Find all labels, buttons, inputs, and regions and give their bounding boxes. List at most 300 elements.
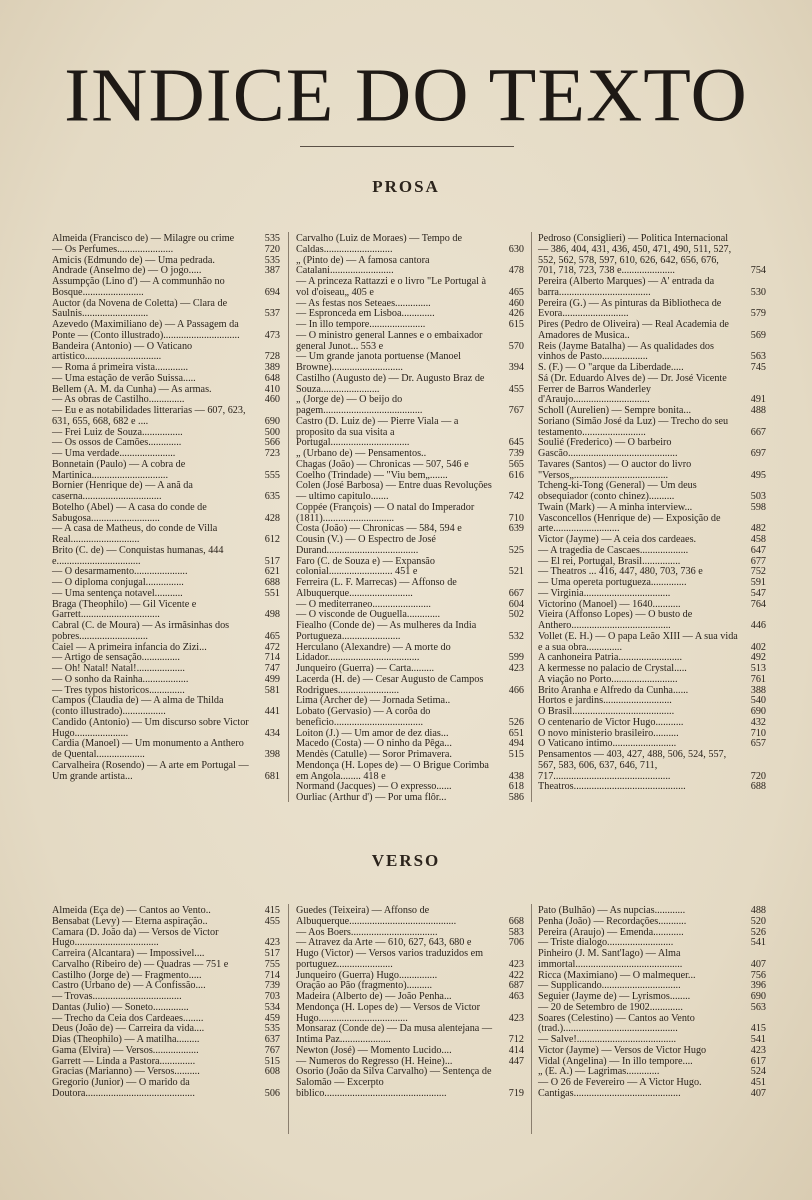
index-entry (52, 460, 280, 482)
entry-text: Hortos e jardins........................... (538, 695, 672, 707)
entry-text: Sá (Dr. Eduardo Alves de) — Dr. José Vicente Ferrer de Barros Wanderley d'Araujo.............................. (538, 372, 727, 406)
entry-page-number: 687 (508, 980, 524, 992)
entry-text: Cardia (Manoel) — Um monumento a Anthero de Quental................... (52, 738, 244, 760)
index-entry (296, 1046, 524, 1057)
entry-page-number: 422 (508, 969, 524, 981)
index-entry (296, 374, 524, 396)
entry-page-number: 723 (264, 448, 280, 459)
entry-text: Cousin (V.) — O Espectro de José Durand.................................... (296, 534, 436, 556)
entry-text: A kermesse no palacio de Crystal..... (538, 663, 687, 674)
entry-text: Scholl (Aurelien) — Sempre bonita... (538, 405, 692, 416)
index-entry (52, 342, 280, 364)
entry-page-number: 639 (508, 523, 524, 535)
index-entry (52, 1046, 280, 1057)
index-entry (296, 234, 524, 256)
entry-text: — O diploma conjugal............... (52, 577, 184, 588)
entry-text: Ourliac (Arthur d') — Por uma flôr... (296, 792, 447, 803)
index-entry (52, 374, 280, 385)
entry-text: Bellem (A. M. da Cunha) — As armas. (52, 383, 212, 395)
entry-page-number: 690 (264, 415, 280, 427)
column-divider (288, 904, 289, 1134)
entry-text: Victorino (Manoel) — 1640........... (538, 598, 681, 610)
entry-text: Vasconcellos (Henrique de) — Exposição de arte.......................... (538, 512, 721, 535)
index-entry (538, 342, 766, 364)
entry-page-number: 432 (750, 716, 766, 728)
entry-page-number: 517 (264, 555, 280, 567)
entry-page-number: 526 (508, 716, 524, 728)
entry-text: — O sonho da Rainha.................. (52, 673, 189, 685)
entry-text: Brito (C. de) — Conquistas humanas, 444 e................................. (52, 544, 224, 567)
index-entry (296, 256, 524, 278)
entry-text: „ (Urbano de) — Pensamentos.. (296, 448, 427, 459)
entry-text: Coelho (Trindade) — "Viu bem„....... (296, 469, 448, 481)
entry-text: — A princeza Rattazzi e o livro "Le Portugal à vol d'oiseau„ 405 e (296, 276, 487, 298)
index-entry (296, 1003, 524, 1025)
entry-text: „ (Jorge de) — O beijo do pagem....................................... (296, 394, 423, 416)
entry-text: Herculano (Alexandre) — A morte do Lidador.................................... (296, 641, 451, 664)
entry-page-number: 525 (508, 544, 524, 556)
entry-text: Pereira (G.) — As pinturas da Bibliotheca de Evora.......................... (538, 297, 722, 320)
entry-page-number: 739 (508, 448, 524, 459)
entry-text: — 20 de Setembro de 1902............. (538, 1001, 683, 1013)
entry-page-number: 747 (264, 663, 280, 674)
entry-page-number: 524 (750, 1066, 766, 1078)
index-entry (52, 503, 280, 525)
entry-text: Castro (Urbano de) — A Confissão.... (52, 980, 206, 992)
entry-text: Costa (João) — Chronicas — 584, 594 e (296, 523, 462, 535)
entry-page-number: 455 (508, 383, 524, 395)
entry-text: Guedes (Teixeira) — Affonso de Albuquerque.......................................... (296, 905, 457, 927)
entry-page-number: 586 (508, 792, 524, 803)
entry-page-number: 710 (508, 512, 524, 524)
index-entry (52, 1003, 280, 1014)
entry-text: Loiton (J.) — Um amor de dez dias... (296, 727, 449, 739)
entry-text: Almeida (Eça de) — Cantos ao Vento.. (52, 905, 211, 916)
entry-page-number: 714 (264, 652, 280, 664)
entry-text: — O desarmamento..................... (52, 566, 188, 578)
entry-page-number: 657 (750, 738, 766, 750)
index-entry (296, 395, 524, 417)
entry-text: Hugo (Victor) — Versos varios traduzidos em portuguez...................... (296, 948, 484, 970)
entry-text: Vidal (Angelina) — In illo tempore.... (538, 1055, 693, 1067)
entry-page-number: 706 (508, 937, 524, 949)
entry-page-number: 414 (508, 1044, 524, 1056)
entry-page-number: 555 (264, 469, 280, 481)
entry-text: Twain (Mark) — A minha interview... (538, 501, 693, 513)
entry-page-number: 618 (508, 781, 524, 793)
entry-text: Mendonça (H. Lopes de) — Versos de Victor Hugo................................... (296, 1001, 481, 1024)
entry-page-number: 465 (264, 630, 280, 642)
entry-page-number: 434 (264, 727, 280, 739)
entry-page-number: 583 (508, 926, 524, 938)
entry-text: „ (E. A.) — Lagrimas............. (538, 1066, 660, 1078)
index-entry (538, 949, 766, 971)
entry-page-number: 473 (264, 329, 280, 341)
entry-page-number: 645 (508, 437, 524, 449)
entry-page-number: 506 (264, 1087, 280, 1099)
entry-page-number: 482 (750, 523, 766, 535)
entry-page-number: 635 (264, 491, 280, 502)
section-heading-prosa: PROSA (372, 177, 440, 196)
title-rule (300, 146, 514, 147)
entry-page-number: 540 (750, 695, 766, 707)
entry-text: O Brasil........................................ (538, 706, 675, 717)
entry-text: Campos (Claudia de) — A alma de Thilda (conto illustrado)................. (52, 695, 224, 717)
entry-text: Reis (Jayme Batalha) — As qualidades dos vinhos de Pasto.................. (538, 340, 714, 363)
entry-text: Carvalho (Ribeiro de) — Quadras — 751 e (52, 958, 229, 970)
entry-page-number: 599 (508, 652, 524, 664)
index-entry (52, 621, 280, 643)
entry-text: Mendès (Catulle) — Soror Primavera. (296, 749, 452, 760)
entry-page-number: 466 (508, 684, 524, 696)
index-entry (538, 589, 766, 600)
index-entry (296, 793, 524, 804)
index-entry (296, 1024, 524, 1046)
entry-text: Theatros............................................ (538, 781, 686, 793)
entry-page-number: 455 (264, 915, 280, 927)
entry-page-number: 502 (508, 609, 524, 621)
index-entry (538, 1046, 766, 1057)
entry-page-number: 563 (750, 351, 766, 363)
entry-text: Dantas (Julio) — Soneto.............. (52, 1001, 189, 1013)
index-entry (538, 782, 766, 793)
entry-page-number: 668 (508, 915, 524, 927)
index-entry (538, 1014, 766, 1036)
entry-page-number: 494 (508, 738, 524, 750)
entry-text: Camara (D. João da) — Versos de Victor Hugo................................. (52, 926, 219, 949)
index-entry (296, 331, 524, 353)
entry-text: Vollet (E. H.) — O papa Leão XIII — A sua vida e a sua obra.............. (538, 630, 738, 653)
entry-text: — Oh! Natal! Natal!................... (52, 663, 185, 674)
entry-page-number: 714 (264, 969, 280, 981)
entry-page-number: 423 (508, 1012, 524, 1024)
entry-page-number: 720 (750, 770, 766, 782)
entry-text: Castro (D. Luiz de) — Pierre Viala — a proposito da sua visita a Portugal............................... (296, 415, 459, 449)
entry-text: Colen (José Barbosa) — Entre duas Revoluções — ultimo capitulo....... (296, 480, 492, 502)
entry-page-number: 423 (264, 937, 280, 949)
entry-text: Auctor (da Novena de Coletta) — Clara de Saulnis.......................... (52, 297, 228, 320)
entry-page-number: 551 (264, 587, 280, 599)
index-entry (52, 600, 280, 622)
entry-text: Tcheng-ki-Tong (General) — Um deus obsequiador (conto chinez).......... (538, 480, 697, 502)
index-entry (296, 535, 524, 557)
entry-page-number: 579 (750, 308, 766, 320)
entry-text: Carvalho (Luiz de Moraes) — Tempo de Caldas........................... (296, 233, 463, 255)
entry-page-number: 428 (264, 512, 280, 524)
entry-page-number: 389 (264, 362, 280, 373)
entry-text: Lacerda (H. de) — Cesar Augusto de Campos Rodrigues........................ (296, 673, 484, 696)
entry-text: Victor (Jayme) — A ceia dos cardeaes. (538, 534, 697, 545)
entry-text: — O 26 de Fevereiro — A Victor Hugo. (538, 1077, 702, 1088)
index-entry (296, 707, 524, 729)
index-entry (296, 578, 524, 600)
entry-page-number: 478 (508, 265, 524, 277)
entry-page-number: 532 (508, 630, 524, 642)
entry-text: — O ministro general Lannes e o embaixador general Junot... 553 e (296, 329, 483, 352)
index-entry (52, 406, 280, 428)
entry-text: Soriano (Simão José da Luz) — Trecho do seu testamento......................... (538, 415, 729, 438)
entry-page-number: 617 (750, 1055, 766, 1067)
entry-page-number: 767 (508, 405, 524, 416)
entry-text: Normand (Jacques) — O expresso...... (296, 781, 452, 793)
entry-page-number: 608 (264, 1066, 280, 1078)
entry-page-number: 460 (264, 394, 280, 406)
index-entry (538, 374, 766, 406)
index-entry (538, 546, 766, 557)
entry-page-number: 451 (750, 1077, 766, 1088)
entry-text: Caiel — A primeira infancia do Zizi... (52, 641, 207, 653)
entry-page-number: 541 (750, 1034, 766, 1045)
entry-page-number: 712 (508, 1034, 524, 1045)
entry-text: — Salve!....................................... (538, 1034, 677, 1045)
index-entry (538, 481, 766, 503)
entry-text: — Os ossos de Camões............. (52, 437, 182, 449)
entry-page-number: 604 (508, 598, 524, 610)
entry-text: Bensabat (Levy) — Eterna aspiração.. (52, 915, 208, 927)
entry-text: Ferreira (L. F. Marrecas) — Affonso de Albuquerque......................... (296, 577, 457, 599)
entry-page-number: 459 (264, 1012, 280, 1024)
entry-text: Monsaraz (Conde de) — Da musa alentejana — Intima Paz.................... (296, 1023, 493, 1045)
entry-text: Soares (Celestino) — Cantos ao Vento (trad.)............................................. (538, 1012, 695, 1035)
index-entry (52, 917, 280, 928)
entry-page-number: 535 (264, 233, 280, 244)
index-entry (296, 557, 524, 579)
entry-page-number: 402 (750, 641, 766, 653)
entry-text: Lobato (Gervasio) — A corôa do beneficio................................... (296, 706, 431, 728)
entry-text: Azevedo (Maximiliano de) — A Passagem da Ponte — (Conto illustrado).............................. (52, 319, 240, 341)
entry-text: Pato (Bulhão) — As nupcias............ (538, 905, 686, 916)
entry-page-number: 499 (264, 673, 280, 685)
entry-page-number: 745 (750, 362, 766, 373)
entry-page-number: 491 (750, 394, 766, 406)
index-entry (538, 610, 766, 632)
entry-page-number: 719 (508, 1087, 524, 1099)
entry-text: Garrett — Linda a Pastora.............. (52, 1055, 196, 1067)
entry-page-number: 767 (264, 1044, 280, 1056)
index-entry (52, 245, 280, 256)
entry-page-number: 446 (750, 620, 766, 631)
entry-page-number: 415 (264, 905, 280, 916)
entry-page-number: 547 (750, 587, 766, 599)
entry-text: Bandeira (Antonio) — O Vaticano artistico.............................. (52, 340, 193, 363)
entry-text: Junqueiro (Guerra) — Carta......... (296, 663, 435, 674)
index-entry (538, 917, 766, 928)
entry-page-number: 570 (508, 340, 524, 352)
entry-page-number: 534 (264, 1001, 280, 1013)
entry-text: Pereira (Alberto Marques) — A' entrada da barra.................................... (538, 276, 715, 298)
entry-text: Mendonça (H. Lopes de) — O Brigue Corimba em Angola........ 418 e (296, 759, 489, 782)
index-entry (296, 503, 524, 525)
entry-page-number: 441 (264, 706, 280, 717)
entry-text: O Vaticano intimo......................... (538, 738, 677, 750)
entry-page-number: 621 (264, 566, 280, 578)
entry-page-number: 569 (750, 329, 766, 341)
entry-text: — A casa de Matheus, do conde de Villa Real........................... (52, 523, 218, 545)
entry-page-number: 694 (264, 286, 280, 298)
entry-page-number: 703 (264, 991, 280, 1002)
entry-page-number: 565 (508, 458, 524, 470)
entry-page-number: 415 (750, 1023, 766, 1035)
entry-text: Almeida (Francisco de) — Milagre ou crime (52, 233, 235, 244)
entry-text: Penha (João) — Recordações........... (538, 915, 687, 927)
entry-text: Pedroso (Consiglieri) — Politica Internacional — 386, 404, 431, 436, 450, 471, 490, 511, 527, 552, 562, 578, 597, 610, 626, 642, 656, 676, 701, 718, 723, 738 e..................... (538, 233, 732, 277)
entry-text: Assumpção (Lino d') — A communhão no Bosque........................ (52, 276, 225, 298)
index-entry (52, 739, 280, 761)
entry-page-number: 581 (264, 684, 280, 696)
page-title: INDICE DO TEXTO (64, 51, 748, 138)
entry-text: — As festas nos Seteaes.............. (296, 297, 431, 309)
entry-page-number: 591 (750, 577, 766, 588)
entry-text: — Triste dialogo.......................... (538, 937, 674, 949)
entry-text: Newton (José) — Momento Lucido.... (296, 1044, 452, 1056)
index-entry (52, 761, 280, 783)
entry-page-number: 396 (750, 980, 766, 992)
entry-text: A canhoneira Patria......................... (538, 652, 683, 664)
entry-text: — O visconde de Ouguella............. (296, 609, 441, 621)
entry-page-number: 754 (750, 265, 766, 277)
entry-text: Oração ao Pão (fragmento).......... (296, 980, 433, 992)
entry-text: — Trecho da Ceia dos Cardeaes........ (52, 1012, 204, 1024)
entry-text: Junqueiro (Guerra) Hugo............... (296, 969, 438, 981)
entry-page-number: 394 (508, 362, 524, 373)
entry-page-number: 756 (750, 969, 766, 981)
entry-text: — A tragedia de Cascaes................... (538, 544, 689, 556)
entry-text: — Uma opereta portugueza.............. (538, 577, 687, 588)
entry-text: — Frei Luiz de Souza................ (52, 426, 183, 438)
entry-text: Osorio (João da Silva Carvalho) — Sentença de Salomão — Excerpto biblico................................................ (296, 1066, 492, 1099)
entry-text: Gama (Elvira) — Versos.................. (52, 1044, 199, 1056)
entry-page-number: 761 (750, 673, 766, 685)
index-entry (538, 1003, 766, 1014)
entry-page-number: 472 (264, 641, 280, 653)
index-entry (296, 761, 524, 783)
index-entry (538, 514, 766, 536)
entry-text: Cantigas.......................................... (538, 1087, 681, 1099)
entry-page-number: 387 (264, 265, 280, 277)
entry-page-number: 488 (750, 405, 766, 416)
entry-page-number: 447 (508, 1055, 524, 1067)
index-entry (296, 460, 524, 471)
entry-text: — Eu e as notabilidades litterarias — 607, 623, 631, 655, 668, 682 e .... (52, 405, 246, 427)
entry-page-number: 460 (508, 297, 524, 309)
entry-page-number: 710 (750, 727, 766, 739)
entry-page-number: 521 (508, 566, 524, 578)
entry-text: — In illo tempore...................... (296, 319, 426, 330)
entry-page-number: 755 (264, 958, 280, 970)
entry-page-number: 630 (508, 243, 524, 255)
entry-text: Lima (Archer de) — Jornada Setima.. (296, 695, 451, 707)
entry-text: Faro (C. de Souza e) — Expansão colonial......................... 451 e (296, 555, 435, 578)
index-entry (52, 960, 280, 971)
entry-page-number: 563 (750, 1001, 766, 1013)
index-entry (296, 675, 524, 697)
index-entry (538, 675, 766, 686)
entry-page-number: 426 (508, 308, 524, 320)
entry-page-number: 530 (750, 286, 766, 298)
index-entry (52, 1078, 280, 1100)
entry-text: — O mediterraneo....................... (296, 598, 431, 610)
entry-page-number: 752 (750, 566, 766, 578)
index-entry (52, 524, 280, 546)
index-entry (296, 621, 524, 643)
entry-page-number: 728 (264, 351, 280, 363)
entry-text: Vieira (Affonso Lopes) — O busto de Anthero....................................... (538, 609, 693, 631)
entry-text: Soulié (Frederico) — O barbeiro Gascão........................................... (538, 437, 678, 459)
index-entry (538, 299, 766, 321)
index-entry (538, 277, 766, 299)
entry-text: O novo ministerio brasileiro.......... (538, 727, 679, 739)
index-entry (52, 277, 280, 299)
index-entry (538, 1089, 766, 1100)
column-divider (288, 232, 289, 802)
entry-page-number: 612 (264, 534, 280, 545)
prosa-column-2 (296, 234, 524, 804)
column-divider (531, 904, 532, 1134)
index-entry (538, 417, 766, 439)
entry-text: — Um grande janota portuense (Manoel Browne)............................ (296, 351, 461, 373)
entry-page-number: 690 (750, 706, 766, 717)
entry-page-number: 688 (750, 781, 766, 793)
index-entry (538, 632, 766, 654)
entry-page-number: 463 (508, 991, 524, 1002)
index-entry (538, 234, 766, 277)
entry-text: Pereira (Araujo) — Emenda............ (538, 926, 684, 938)
entry-page-number: 616 (508, 469, 524, 481)
entry-text: — Virginia.................................. (538, 587, 671, 599)
entry-text: — Aos Boers.................................. (296, 926, 438, 938)
entry-page-number: 615 (508, 319, 524, 330)
index-entry (52, 696, 280, 718)
index-entry (538, 320, 766, 342)
entry-page-number: 410 (264, 383, 280, 395)
verso-column-1 (52, 906, 280, 1100)
entry-text: — Os Perfumes...................... (52, 243, 174, 255)
entry-page-number: 648 (264, 372, 280, 384)
entry-page-number: 688 (264, 577, 280, 588)
entry-page-number: 537 (264, 308, 280, 320)
entry-page-number: 651 (508, 727, 524, 739)
index-entry (296, 481, 524, 503)
entry-text: O centenario de Victor Hugo........... (538, 716, 684, 728)
entry-text: Botelho (Abel) — A casa do conde de Sabugosa........................... (52, 501, 207, 524)
entry-text: „ (Pinto de) — A famosa cantora Catalani......................... (296, 254, 430, 277)
entry-text: Seguier (Jayme de) — Lyrismos........ (538, 991, 691, 1002)
index-entry (538, 460, 766, 482)
entry-text: Bornier (Henrique de) — A anã da caserna............................... (52, 480, 193, 502)
entry-text: Braga (Theophilo) — Gil Vicente e Garrett............................... (52, 598, 197, 621)
entry-page-number: 535 (264, 1023, 280, 1035)
prosa-column-3 (538, 234, 766, 793)
entry-page-number: 742 (508, 491, 524, 502)
index-entry (538, 718, 766, 729)
entry-text: Macedo (Costa) — O ninho da Pêga... (296, 738, 452, 750)
entry-page-number: 697 (750, 448, 766, 459)
index-entry (296, 906, 524, 928)
entry-page-number: 598 (750, 501, 766, 513)
entry-text: Deus (João de) — Carreira da vida.... (52, 1023, 205, 1035)
entry-text: Fiealho (Conde de) — As mulheres da India Portugueza....................... (296, 620, 477, 642)
entry-page-number: 492 (750, 652, 766, 664)
entry-page-number: 720 (264, 243, 280, 255)
entry-text: Chagas (João) — Chronicas — 507, 546 e (296, 458, 469, 470)
entry-page-number: 388 (750, 684, 766, 696)
entry-text: Carvalheira (Rosendo) — A arte em Portugal — Um grande artista... (52, 759, 249, 782)
index-entry (538, 503, 766, 514)
entry-text: Tavares (Santos) — O auctor do livro "Versos„..................................... (538, 458, 692, 481)
entry-page-number: 495 (750, 469, 766, 481)
entry-page-number: 458 (750, 534, 766, 545)
entry-text: — El rei, Portugal, Brasil............... (538, 555, 681, 567)
